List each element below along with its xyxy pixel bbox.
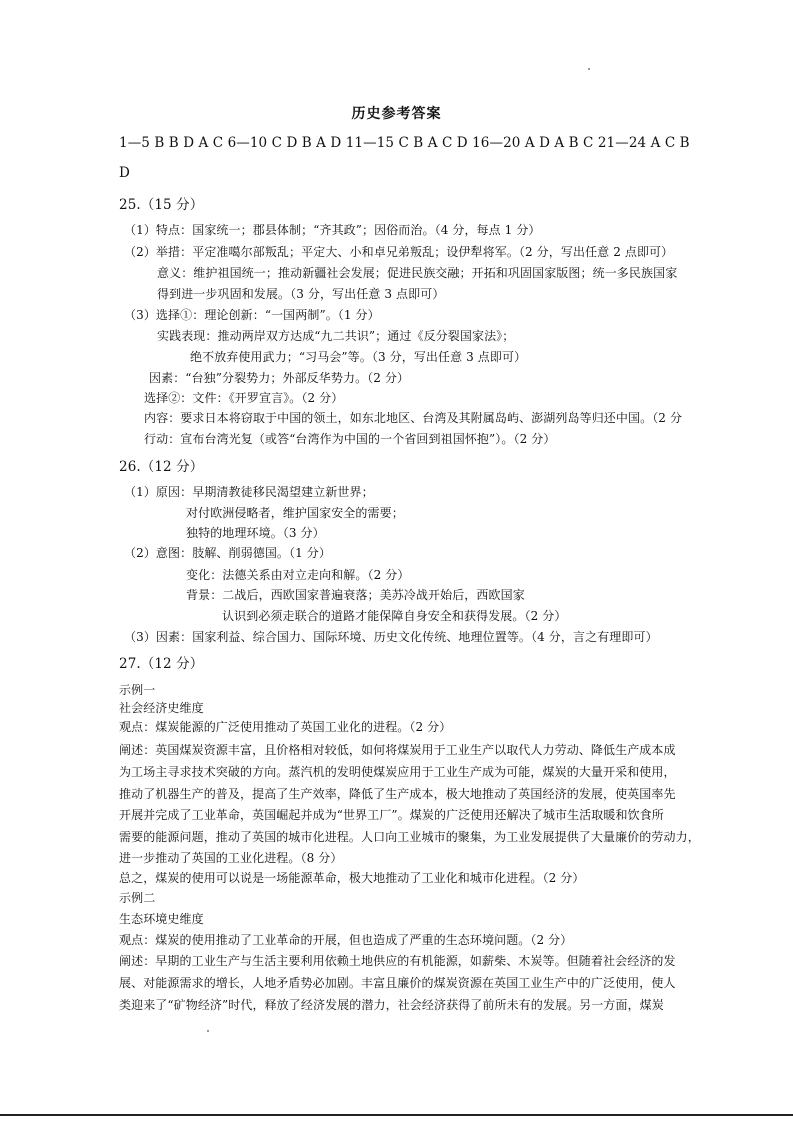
q26-line: 对付欧洲侵略者，维护国家安全的需要； (186, 506, 404, 520)
q27-line: 总之，煤炭的使用可以说是一场能源革命，极大地推动了工业化和城市化进程。（2 分） (119, 871, 585, 885)
mc-answers-line-2: D (119, 165, 130, 181)
q26-line: 独特的地理环境。（3 分） (186, 526, 325, 540)
q27-line: 开展并完成了工业革命，英国崛起并成为“世界工厂”。煤炭的广泛使用还解决了城市生活取暖和饮食所 (119, 808, 664, 822)
scan-speck (588, 68, 590, 70)
q27-line: 观点：煤炭的使用推动了工业革命的开展，但也造成了严重的生态环境问题。（2 分） (119, 933, 573, 947)
q27-line: 需要的能源问题，推动了英国的城市化进程。人口向工业城市的聚集，为工业发展提供了大量廉价的劳动力， (119, 830, 700, 844)
q27-line: 阐述：英国煤炭资源丰富，且价格相对较低，如何将煤炭用于工业生产以取代人力劳动、降低生产成本成 (119, 743, 676, 757)
q27-line: 进一步推动了英国的工业化进程。（8 分） (119, 851, 343, 865)
q25-line: 选择②：文件：《开罗宣言》。（2 分） (144, 391, 344, 405)
mc-answers-line-1: 1—5 B B D A C 6—10 C D B A D 11—15 C B A C D 16—20 A D A B C 21—24 A C B (119, 135, 690, 151)
q25-line: 得到进一步巩固和发展。（3 分，写出任意 3 点即可） (157, 287, 445, 301)
q26-line: 背景：二战后，西欧国家普遍衰落；美苏冷战开始后，西欧国家 (186, 588, 525, 602)
q25-line: （1）特点：国家统一；郡县体制；“齐其政”；因俗而治。（4 分，每点 1 分） (124, 223, 541, 237)
q25-line: （2）举措：平定准噶尔部叛乱；平定大、小和卓兄弟叛乱；设伊犁将军。（2 分，写出任意 2 点即可） (124, 245, 674, 259)
q25-line: 意义：维护祖国统一；推动新疆社会发展；促进民族交融；开拓和巩固国家版图；统一多民族国家 (157, 266, 678, 280)
q25-line: 绝不放弃使用武力；“习马会”等。（3 分，写出任意 3 点即可） (190, 350, 527, 364)
q27-line: 社会经济史维度 (119, 701, 204, 715)
q26-line: （3）因素：国家利益、综合国力、国际环境、历史文化传统、地理位置等。（4 分，言之有理即可） (124, 630, 658, 644)
q25-line: 因素：“台独”分裂势力；外部反华势力。（2 分） (149, 371, 410, 385)
q27-line: 示例一 (119, 683, 156, 697)
q27-line: 为工场主寻求技术突破的方向。蒸汽机的发明使煤炭应用于工业生产成为可能，煤炭的大量开采和使用， (119, 765, 676, 779)
q25-line: （3）选择①：理论创新：“一国两制”。（1 分） (124, 308, 380, 322)
q27-line: 生态环境史维度 (119, 912, 204, 926)
q27-line: 阐述：早期的工业生产与生活主要利用依赖土地供应的有机能源，如薪柴、木炭等。但随着社会经济的发 (119, 954, 676, 968)
q26-heading: 26.（12 分） (119, 459, 204, 475)
q27-line: 推动了机器生产的普及，提高了生产效率，降低了生产成本，极大地推动了英国经济的发展，使英国率先 (119, 787, 676, 801)
q25-line: 行动：宣布台湾光复（或答“台湾作为中国的一个省回到祖国怀抱”）。（2 分） (144, 432, 556, 446)
q26-line: （1）原因：早期清教徒移民渴望建立新世界； (124, 485, 374, 499)
q26-line: 变化：法德关系由对立走向和解。（2 分） (186, 568, 410, 582)
q27-line: 示例二 (119, 891, 156, 905)
q25-line: 内容：要求日本将窃取于中国的领土，如东北地区、台湾及其附属岛屿、澎湖列岛等归还中国。（2 分 (144, 411, 683, 425)
q25-line: 实践表现：推动两岸双方达成“九二共识”；通过《反分裂国家法》； (157, 329, 515, 343)
q26-line: （2）意图：肢解、削弱德国。（1 分） (124, 546, 331, 560)
q27-line: 类迎来了“矿物经济”时代，释放了经济发展的潜力，社会经济获得了前所未有的发展。另一方面，煤炭 (119, 998, 664, 1012)
q26-line: 认识到必须走联合的道路才能保障自身安全和获得发展。（2 分） (222, 609, 567, 623)
q27-line: 观点：煤炭能源的广泛使用推动了英国工业化的进程。（2 分） (119, 720, 452, 734)
q25-heading: 25.（15 分） (119, 197, 204, 213)
q27-heading: 27.（12 分） (119, 656, 204, 672)
scan-speck (207, 1030, 209, 1032)
page-bottom-edge (0, 1114, 793, 1116)
page-title: 历史参考答案 (351, 106, 442, 122)
q27-line: 展、对能源需求的增长，人地矛盾势必加剧。丰富且廉价的煤炭资源在英国工业生产中的广泛使用，使人 (119, 976, 676, 990)
